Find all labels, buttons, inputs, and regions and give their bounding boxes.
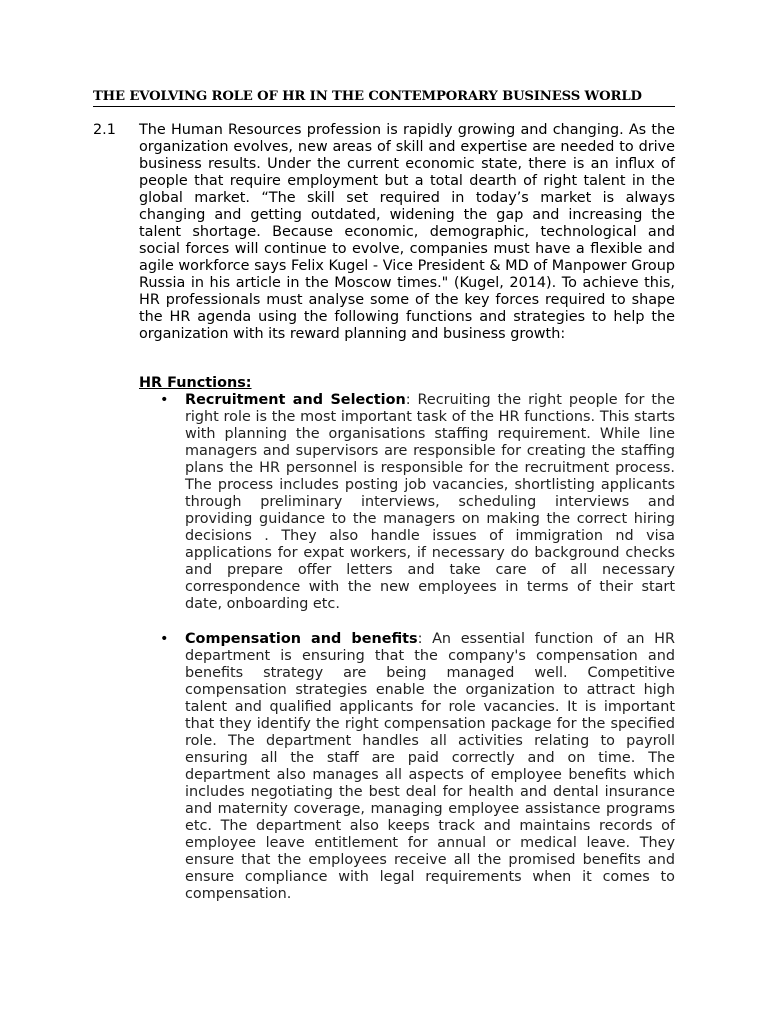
list-item-recruitment-and-selection	[160, 392, 675, 613]
bullet-icon: •	[160, 392, 169, 408]
hr-functions-heading: HR Functions:	[139, 375, 252, 391]
list-item-compensation-and-benefits	[160, 631, 675, 903]
section-number: 2.1	[93, 122, 116, 138]
bullet-icon: •	[160, 631, 169, 647]
bullet-text: : Recruiting the right people for the right role is the most important task of the HR functions. This starts with planning the organisations staffing requirement. While line managers and supervisors are responsible for creating the staffing plans the HR personnel is responsible for the recruitment process. The process includes posting job vacancies, shortlisting applicants through preliminary interviews, scheduling interviews and providing guidance to the managers on making the correct hiring decisions . They also handle issues of immigration nd visa applications for expat workers, if necessary do background checks and prepare offer letters and take care of all necessary correspondence with the new employees in terms of their start date, onboarding etc.	[185, 392, 675, 612]
bullet-text: : An essential function of an HR department is ensuring that the company's compensation and benefits strategy are being managed well. Competitive compensation strategies enable the organization to attract high talent and qualified applicants for role vacancies. It is important that they identify the right compensation package for the specified role. The department handles all activities relating to payroll ensuring all the staff are paid correctly and on time. The department also manages all aspects of employee benefits which includes negotiating the best deal for health and dental insurance and maternity coverage, managing employee assistance programs etc. The department also keeps track and maintains records of employee leave entitlement for annual or medical leave. They ensure that the employees receive all the promised benefits and ensure compliance with legal requirements when it comes to compensation.	[185, 631, 675, 902]
bullet-term: Compensation and benefits	[185, 631, 418, 647]
bullet-term: Recruitment and Selection	[185, 392, 406, 408]
document-title: THE EVOLVING ROLE OF HR IN THE CONTEMPORARY BUSINESS WORLD	[93, 88, 675, 107]
section-paragraph: The Human Resources profession is rapidly growing and changing. As the organization evolves, new areas of skill and expertise are needed to drive business results. Under the current economic state, there is an influx of people that require employment but a total dearth of right talent in the global market. “The skill set required in today’s market is always changing and getting outdated, widening the gap and increasing the talent shortage. Because economic, demographic, technological and social forces will continue to evolve, companies must have a flexible and agile workforce says Felix Kugel - Vice President & MD of Manpower Group Russia in his article in the Moscow times." (Kugel, 2014). To achieve this, HR professionals must analyse some of the key forces required to shape the HR agenda using the following functions and strategies to help the organization with its reward planning and business growth:	[139, 122, 675, 342]
